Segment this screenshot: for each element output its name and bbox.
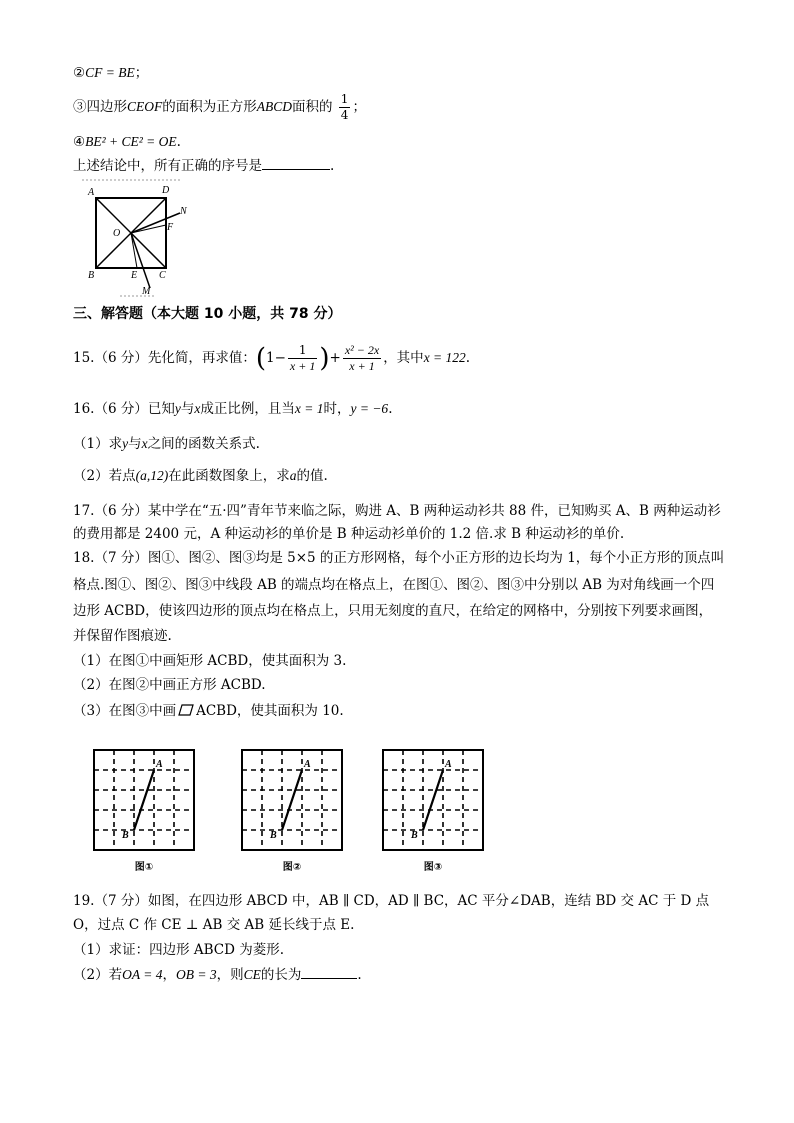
label-m: M (142, 286, 151, 297)
grid-figure-2 (240, 748, 344, 878)
fraction-one-quarter: $\frac{1}{4}$ (340, 92, 349, 122)
label-d: D (162, 185, 170, 196)
question-18-part-1: （1）在图①中画矩形 ACBD，使其面积为 3. (73, 653, 347, 669)
answer-blank[interactable] (262, 157, 330, 170)
label-e: E (131, 270, 138, 281)
segment-ab (282, 770, 302, 830)
label-a: A (156, 759, 163, 770)
question-19-line-2: O，过点 C 作 CE ⊥ AB 交 AB 延长线于点 E. (73, 917, 355, 933)
answer-blank[interactable] (301, 966, 357, 979)
fraction-1-over-x-plus-1: $\frac{1}{x + 1}$ (289, 343, 316, 373)
q14-item-2: ②CF = BE； (73, 65, 149, 81)
question-19-part-2: （2）若OA = 4，OB = 3，则CE的长为 . (73, 967, 362, 983)
q14-item-4: ④BE² + CE² = OE. (73, 134, 181, 150)
question-17-line-2: 的费用都是 2400 元，A 种运动衫的单价是 B 种运动衫单价的 1.2 倍.求 B 种运动衫的单价. (73, 526, 625, 542)
segment-ab (134, 770, 154, 830)
q14-item-3: ③四边形CEOF的面积为正方形ABCD面积的 $\frac{1}{4}$ ； (73, 92, 366, 122)
label-b: B (270, 830, 277, 841)
question-19-part-1: （1）求证：四边形 ABCD 为菱形. (73, 942, 285, 958)
question-18-line-2: 格点.图①、图②、图③中线段 AB 的端点均在格点上，在图①、图②、图③中分别以 AB 为对角线画一个四 (73, 577, 715, 593)
label-c: C (159, 270, 166, 281)
question-15: 15.（6 分）先化简，再求值：(1− $\frac{1}{x + 1}$ )+ $\frac{\text{x² − 2x}}{x + 1}$ ，其中x = 122. (73, 343, 471, 374)
figure-caption-3: 图③ (423, 862, 443, 873)
question-18-part-3: （3）在图③中画 ACBD，使其面积为 10. (73, 701, 344, 722)
question-18-line-4: 并保留作图痕迹. (73, 628, 172, 644)
fraction-x2-minus-2x: $\frac{\text{x² − 2x}}{x + 1}$ (344, 343, 380, 373)
parallelogram-icon (178, 702, 194, 722)
question-18-line-1: 18.（7 分）图①、图②、图③均是 5×5 的正方形网格，每个小正方形的边长均为 1，每个小正方形的顶点叫 (73, 550, 725, 566)
label-b: B (122, 830, 129, 841)
question-19-line-1: 19.（7 分）如图，在四边形 ABCD 中，AB ∥ CD，AD ∥ BC，AC 平分∠DAB，连结 BD 交 AC 于 D 点 (73, 893, 710, 909)
label-b: B (88, 270, 95, 281)
figure-caption-2: 图② (282, 862, 302, 873)
figure-caption-1: 图① (134, 862, 154, 873)
question-18-part-2: （2）在图②中画正方形 ACBD. (73, 677, 266, 693)
label-a: A (304, 759, 311, 770)
q14-summary: 上述结论中，所有正确的序号是 . (73, 158, 335, 174)
question-16-part-2: （2）若点(a,12)在此函数图象上，求a的值. (73, 468, 328, 484)
segment-ab (423, 770, 443, 830)
label-a: A (445, 759, 452, 770)
label-n: N (180, 206, 187, 217)
q14-square-figure (80, 178, 202, 300)
question-16-part-1: （1）求y与x之间的函数关系式. (73, 436, 260, 452)
label-b: B (411, 830, 418, 841)
question-18-line-3: 边形 ACBD，使该四边形的顶点均在格点上，只用无刻度的直尺，在给定的网格中，分别按下列要求画图， (73, 603, 713, 619)
label-o: O (113, 228, 121, 239)
section-3-heading: 三、解答题（本大题 10 小题，共 78 分） (73, 306, 342, 322)
label-a: A (88, 187, 95, 198)
question-16-stem: 16.（6 分）已知y与x成正比例，且当x = 1时，y = −6. (73, 401, 393, 417)
grid-figure-3 (381, 748, 485, 878)
grid-figure-1 (92, 748, 196, 878)
question-17-line-1: 17.（6 分）某中学在“五·四”青年节来临之际，购进 A、B 两种运动衫共 88 件，已知购买 A、B 两种运动衫 (73, 503, 721, 519)
label-f: F (167, 222, 174, 233)
